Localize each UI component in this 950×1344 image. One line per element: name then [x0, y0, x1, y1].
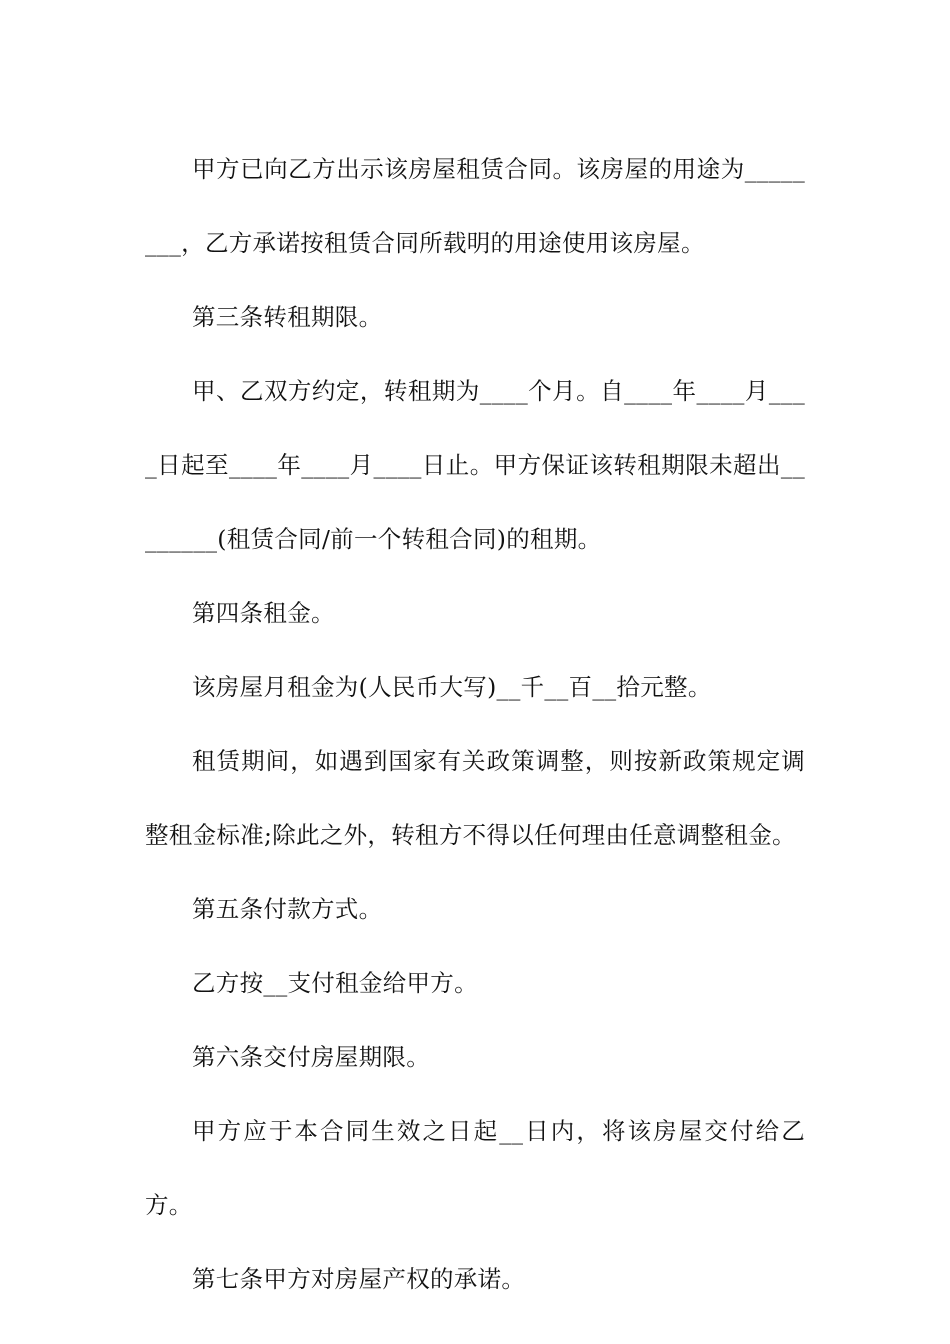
paragraph-rent-adjustment: 租赁期间，如遇到国家有关政策调整，则按新政策规定调整租金标准;除此之外，转租方不得以任何理由任意调整租金。 — [145, 747, 805, 849]
paragraph-usage: 甲方已向乙方出示该房屋租赁合同。该房屋的用途为________，乙方承诺按租赁合同所载明的用途使用该房屋。 — [145, 155, 805, 257]
document-body — [145, 132, 805, 1316]
heading-article-7: 第七条甲方对房屋产权的承诺。 — [192, 1265, 526, 1293]
heading-article-6: 第六条交付房屋期限。 — [192, 1043, 430, 1071]
heading-article-4: 第四条租金。 — [192, 599, 335, 627]
paragraph-term: 甲、乙双方约定，转租期为____个月。自____年____月____日起至____年____月____日止。甲方保证该转租期限未超出________(租赁合同/前一个转租合同)的租期。 — [145, 377, 805, 553]
heading-article-3: 第三条转租期限。 — [192, 303, 383, 331]
heading-article-5: 第五条付款方式。 — [192, 895, 383, 923]
paragraph-rent-amount: 该房屋月租金为(人民币大写)__千__百__拾元整。 — [192, 673, 712, 701]
paragraph-delivery: 甲方应于本合同生效之日起__日内，将该房屋交付给乙方。 — [145, 1117, 805, 1219]
paragraph-payment: 乙方按__支付租金给甲方。 — [192, 969, 478, 997]
